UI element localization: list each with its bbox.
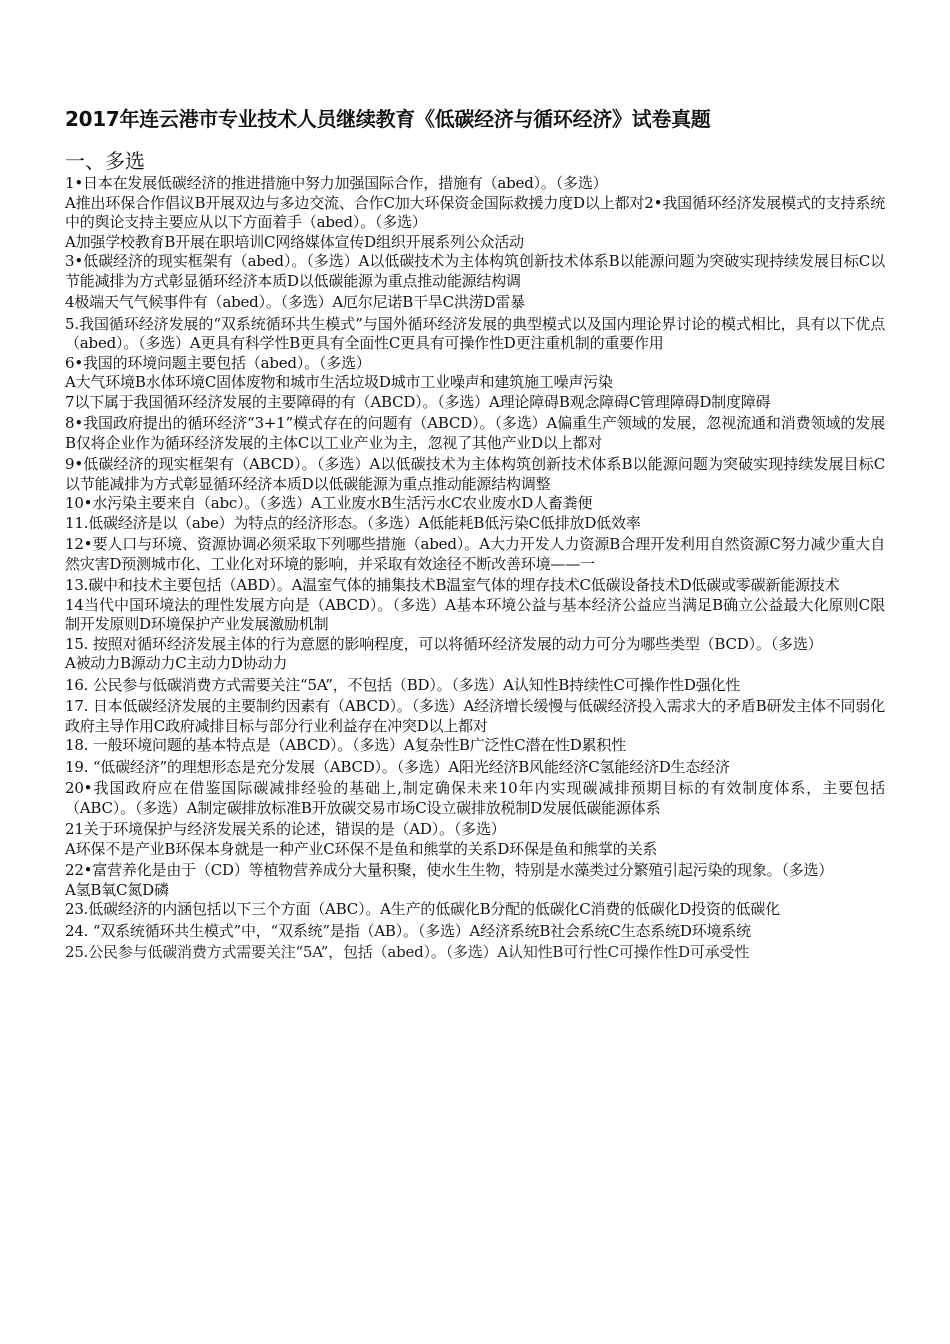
question-line: 16. 公民参与低碳消费方式需要关注“5A”，不包括（BD）。（多选）A认知性B持续性C可操作性D强化性 [65, 675, 741, 694]
question-line: 21关于环境保护与经济发展关系的论述，错误的是（AD）。（多选） [65, 820, 506, 838]
document-title: 2017年连云港市专业技术人员继续教育《低碳经济与循环经济》试卷真题 [65, 107, 711, 131]
document-page [65, 104, 885, 963]
question-line: 10•水污染主要来自（abc）。（多选）A工业废水B生活污水C农业废水D人畜粪便 [65, 494, 593, 512]
question-line: 23.低碳经济的内涵包括以下三个方面（ABC）。A生产的低碳化B分配的低碳化C消费的低碳化D投资的低碳化 [65, 900, 780, 918]
question-line: 24. “双系统循环共生模式”中，“双系统”是指（AB）。（多选）A经济系统B社会系统C生态系统D环境系统 [65, 921, 751, 940]
question-line: 19. “低碳经济”的理想形态是充分发展（ABCD）。（多选）A阳光经济B风能经济C氢能经济D生态经济 [65, 757, 730, 776]
question-line: 18. 一般环境问题的基本特点是（ABCD）。（多选）A复杂性B广泛性C潜在性D累积性 [65, 736, 627, 754]
question-line: A氢B氧C氮D磷 [65, 880, 169, 899]
question-line: 20•我国政府应在借鉴国际碳减排经验的基础上,制定确保未来10年内实现碳减排预期目标的有效制度体系，主要包括（ABC）。（多选）A制定碳排放标准B开放碳交易市场C设立碳排放税制D发展低碳能源体系 [65, 779, 885, 817]
section-heading: 一、多选 [65, 149, 145, 173]
question-line: A加强学校教育B开展在职培训C网络媒体宣传D组织开展系列公众活动 [65, 232, 524, 251]
question-line: 11.低碳经济是以（abe）为特点的经济形态。（多选）A低能耗B低污染C低排放D低效率 [65, 513, 641, 532]
question-line: 12•要人口与环境、资源协调必须采取下列哪些措施（abed）。A大力开发人力资源B合理开发利用自然资源C努力减少重大自然灾害D预测城市化、工业化对环境的影响，并采取有效途径不断改善环境——一 [65, 535, 885, 573]
question-line: A环保不是产业B环保本身就是一种产业C环保不是鱼和熊掌的关系D环保是鱼和熊掌的关系 [65, 839, 658, 858]
question-line: 13.碳中和技术主要包括（ABD）。A温室气体的捕集技术B温室气体的埋存技术C低碳设备技术D低碳或零碳新能源技术 [65, 576, 840, 594]
question-line: 4极端天气气候事件有（abed）。（多选）A厄尔尼诺B干旱C洪涝D雷暴 [65, 293, 525, 311]
question-line: 3•低碳经济的现实框架有（abed）。（多选）A以低碳技术为主体构筑创新技术体系B以能源问题为突破实现持续发展目标C以节能减排为方式彰显循环经济本质D以低碳能源为重点推动能源结构调 [65, 252, 885, 290]
question-line: 5.我国循环经济发展的“双系统循环共生模式”与国外循环经济发展的典型模式以及国内理论界讨论的模式相比，具有以下优点（abed）。（多选）A更具有科学性B更具有全面性C更具有可操作性D更注重机制的重要作用 [65, 314, 885, 352]
question-line: A被动力B源动力C主动力D协动力 [65, 654, 288, 672]
question-line: A推出环保合作倡议B开展双边与多边交流、合作C加大环保资金国际救援力度D以上都对2•我国循环经济发展模式的支持系统中的舆论支持主要应从以下方面着手（abed）。（多选） [65, 193, 885, 231]
question-line: 1•日本在发展低碳经济的推进措施中努力加强国际合作，措施有（abed）。（多选） [65, 174, 608, 192]
question-line: 17. 日本低碳经济发展的主要制约因素有（ABCD）。（多选）A经济增长缓慢与低碳经济投入需求大的矛盾B研发主体不同弱化政府主导作用C政府减排目标与部分行业利益存在冲突D以上都对 [65, 697, 885, 735]
question-line: A大气环境B水体环境C固体废物和城市生活垃圾D城市工业噪声和建筑施工噪声污染 [65, 373, 613, 391]
question-line: 25.公民参与低碳消费方式需要关注“5A”，包括（abed）。（多选）A认知性B可行性C可操作性D可承受性 [65, 943, 750, 961]
question-line: 8•我国政府提出的循环经济“3+1”模式存在的问题有（ABCD）。（多选）A偏重生产领域的发展，忽视流通和消费领域的发展B仅将企业作为循环经济发展的主体C以工业产业为主，忽视了其他产业D以上都对 [65, 414, 885, 452]
question-list [65, 174, 885, 963]
question-line: 6•我国的环境问题主要包括（abed）。（多选） [65, 353, 371, 372]
question-line: 7以下属于我国循环经济发展的主要障碍的有（ABCD）。（多选）A理论障碍B观念障碍C管理障碍D制度障碍 [65, 392, 771, 411]
question-line: 22•富营养化是由于（CD）等植物营养成分大量积聚，使水生生物，特别是水藻类过分繁殖引起污染的现象。（多选） [65, 861, 834, 879]
question-line: 14当代中国环境法的理性发展方向是（ABCD）。（多选）A基本环境公益与基本经济公益应当满足B确立公益最大化原则C限制开发原则D环境保护产业发展激励机制 [65, 595, 885, 633]
question-line: 15. 按照对循环经济发展主体的行为意愿的影响程度，可以将循环经济发展的动力可分为哪些类型（BCD）。（多选） [65, 634, 823, 653]
question-line: 9•低碳经济的现实框架有（ABCD）。（多选）A以低碳技术为主体构筑创新技术体系B以能源问题为突破实现持续发展目标C以节能减排为方式彰显循环经济本质D以低碳能源为重点推动能源结构调整 [65, 455, 885, 493]
